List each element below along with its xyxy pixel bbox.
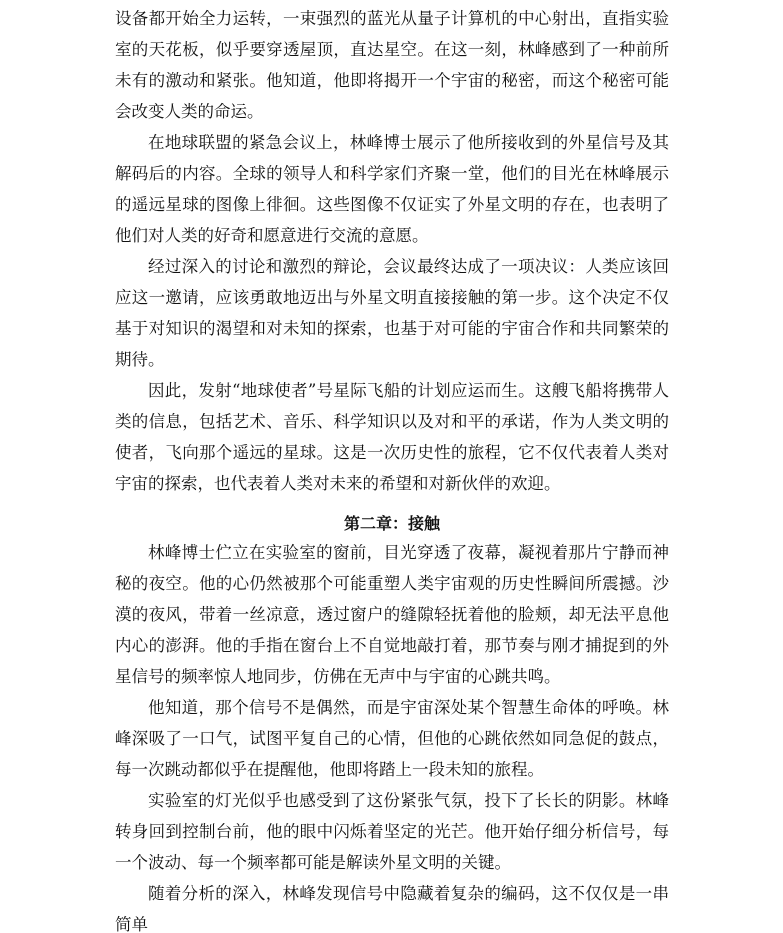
- chapter-two-body: [115, 537, 669, 933]
- paragraph-continuation: 设备都开始全力运转，一束强烈的蓝光从量子计算机的中心射出，直指实验室的天花板，似乎要穿透屋顶，直达星空。在这一刻，林峰感到了一种前所未有的激动和紧张。他知道，他即将揭开一个宇宙的秘密，而这个秘密可能会改变人类的命运。: [115, 9, 669, 121]
- paragraph: 实验室的灯光似乎也感受到了这份紧张气氛，投下了长长的阴影。林峰转身回到控制台前，他的眼中闪烁着坚定的光芒。他开始仔细分析信号，每一个波动、每一个频率都可能是解读外星文明的关键。: [115, 791, 669, 872]
- paragraph: 他知道，那个信号不是偶然，而是宇宙深处某个智慧生命体的呼唤。林峰深吸了一口气，试图平复自己的心情，但他的心跳依然如同急促的鼓点，每一次跳动都似乎在提醒他，他即将踏上一段未知的旅程。: [115, 698, 669, 779]
- paragraph: 在地球联盟的紧急会议上，林峰博士展示了他所接收到的外星信号及其解码后的内容。全球的领导人和科学家们齐聚一堂，他们的目光在林峰展示的遥远星球的图像上徘徊。这些图像不仅证实了外星文明的存在，也表明了他们对人类的好奇和愿意进行交流的意愿。: [115, 133, 669, 245]
- paragraph: 经过深入的讨论和激烈的辩论，会议最终达成了一项决议：人类应该回应这一邀请，应该勇敢地迈出与外星文明直接接触的第一步。这个决定不仅基于对知识的渴望和对未知的探索，也基于对可能的宇宙合作和共同繁荣的期待。: [115, 257, 669, 369]
- chapter-title: 第二章：接触: [343, 514, 440, 533]
- paragraph: 随着分析的深入，林峰发现信号中隐藏着复杂的编码，这不仅仅是一串简单: [115, 884, 669, 933]
- paragraph: 林峰博士伫立在实验室的窗前，目光穿透了夜幕，凝视着那片宁静而神秘的夜空。他的心仍然被那个可能重塑人类宇宙观的历史性瞬间所震撼。沙漠的夜风，带着一丝凉意，透过窗户的缝隙轻抚着他的脸颊，却无法平息他内心的澎湃。他的手指在窗台上不自觉地敲打着，那节奏与刚才捕捉到的外星信号的频率惊人地同步，仿佛在无声中与宇宙的心跳共鸣。: [115, 543, 669, 686]
- section-one-body: [115, 3, 669, 499]
- paragraph: 因此，发射“地球使者”号星际飞船的计划应运而生。这艘飞船将携带人类的信息，包括艺术、音乐、科学知识以及对和平的承诺，作为人类文明的使者，飞向那个遥远的星球。这是一次历史性的旅程，它不仅代表着人类对宇宙的探索，也代表着人类对未来的希望和对新伙伴的欢迎。: [115, 381, 669, 493]
